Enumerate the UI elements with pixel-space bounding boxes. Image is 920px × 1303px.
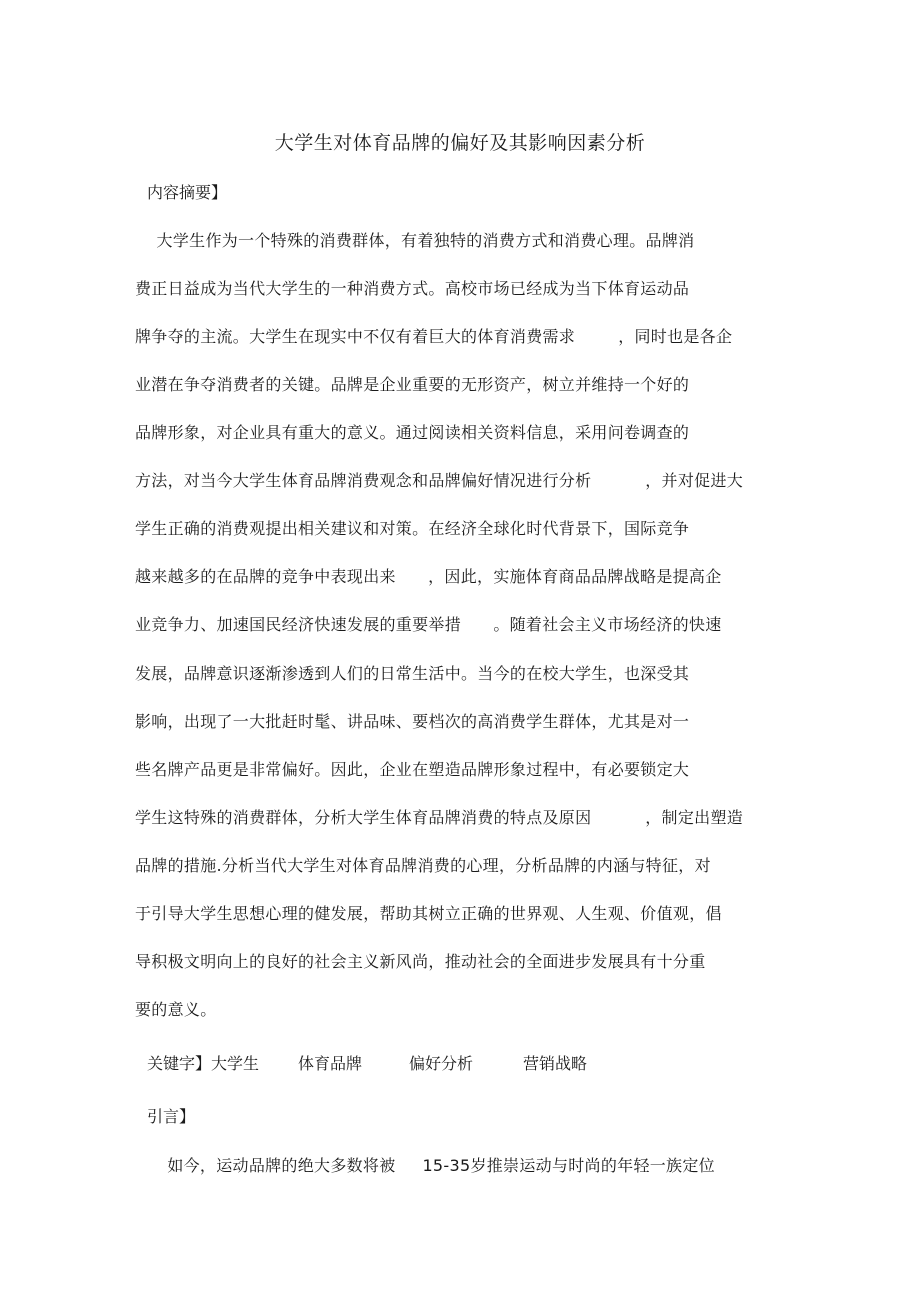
abstract-line: 些名牌产品更是非常偏好。因此，企业在塑造品牌形象过程中，有必要锁定大 (135, 760, 690, 779)
abstract-line: 大学生作为一个特殊的消费群体，有着独特的消费方式和消费心理。品牌消 (135, 231, 695, 250)
abstract-line: 影响，出现了一大批赶时髦、讲品味、要档次的高消费学生群体，尤其是对一 (135, 712, 690, 731)
abstract-line: 要的意义。 (135, 1000, 217, 1019)
abstract-line: 费正日益成为当代大学生的一种消费方式。高校市场已经成为当下体育运动品 (135, 279, 690, 298)
document-title: 大学生对体育品牌的偏好及其影响因素分析 (274, 132, 646, 154)
abstract-line: 导积极文明向上的良好的社会主义新风尚，推动社会的全面进步发展具有十分重 (135, 952, 706, 971)
abstract-line: 牌争夺的主流。大学生在现实中不仅有着巨大的体育消费需求 ，同时也是各企 (135, 327, 733, 346)
abstract-line: 学生这特殊的消费群体，分析大学生体育品牌消费的特点及原因 ，制定出塑造 (135, 808, 744, 827)
abstract-line: 品牌形象，对企业具有重大的意义。通过阅读相关资料信息，采用问卷调查的 (135, 423, 690, 442)
abstract-line: 于引导大学生思想心理的健发展，帮助其树立正确的世界观、人生观、价值观，倡 (135, 904, 722, 923)
intro-heading: 引言】 (147, 1107, 196, 1126)
abstract-line: 越来越多的在品牌的竞争中表现出来 ，因此，实施体育商品品牌战略是提高企 (135, 567, 722, 586)
abstract-line: 发展，品牌意识逐渐渗透到人们的日常生活中。当今的在校大学生，也深受其 (135, 664, 690, 683)
abstract-line: 业竞争力、加速国民经济快速发展的重要举措 。随着社会主义市场经济的快速 (135, 615, 722, 634)
keywords-label: 关键字】大学生 (147, 1054, 260, 1073)
keyword-item: 偏好分析 (409, 1054, 474, 1073)
abstract-line: 业潜在争夺消费者的关键。品牌是企业重要的无形资产，树立并维持一个好的 (135, 375, 690, 394)
intro-line: 如今，运动品牌的绝大多数将被 15-35岁推崇运动与时尚的年轻一族定位 (135, 1156, 715, 1175)
keyword-item: 体育品牌 (298, 1054, 363, 1073)
abstract-line: 方法，对当今大学生体育品牌消费观念和品牌偏好情况进行分析 ，并对促进大 (135, 471, 744, 490)
abstract-line: 学生正确的消费观提出相关建议和对策。在经济全球化时代背景下，国际竞争 (135, 519, 690, 538)
abstract-heading: 内容摘要】 (147, 183, 228, 202)
keyword-item: 营销战略 (523, 1054, 588, 1073)
abstract-line: 品牌的措施.分析当代大学生对体育品牌消费的心理，分析品牌的内涵与特征，对 (135, 856, 711, 875)
